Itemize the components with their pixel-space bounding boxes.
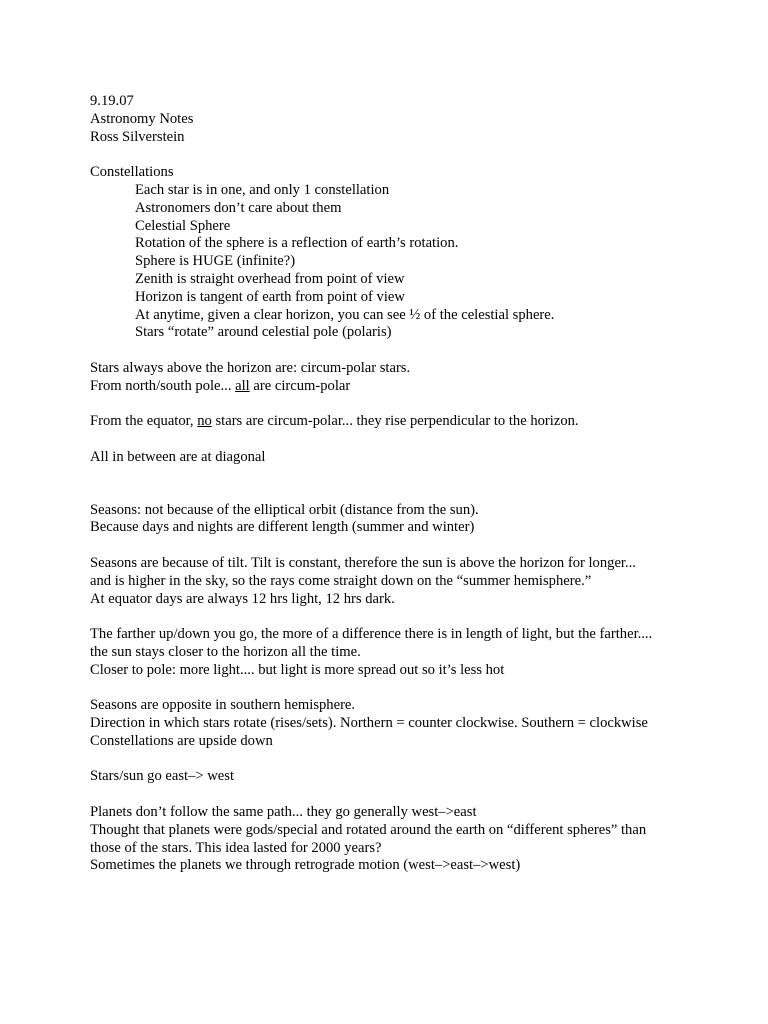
- seasons-line: Seasons are because of tilt. Tilt is constant, therefore the sun is above the horizon for longer...: [90, 554, 636, 571]
- circumpolar-pole-line: [90, 378, 730, 396]
- constellation-item: Astronomers don’t care about them: [135, 199, 342, 216]
- underlined-word: no: [197, 413, 212, 430]
- seasons-line: Closer to pole: more light.... but light is more spread out so it’s less hot: [90, 661, 505, 678]
- seasons-line: The farther up/down you go, the more of a difference there is in length of light, but the farther....: [90, 626, 653, 643]
- seasons-line: Seasons: not because of the elliptical orbit (distance from the sun).: [90, 501, 479, 518]
- circumpolar-line: Stars always above the horizon are: circum-polar stars.: [90, 359, 411, 376]
- seasons-line: and is higher in the sky, so the rays come straight down on the “summer hemisphere.”: [90, 572, 592, 589]
- note-author: Ross Silverstein: [90, 128, 185, 145]
- seasons-line: Constellations are upside down: [90, 732, 273, 749]
- constellation-item: At anytime, given a clear horizon, you can see ½ of the celestial sphere.: [135, 306, 555, 323]
- constellation-item: Horizon is tangent of earth from point of view: [135, 288, 405, 305]
- text-segment: From the equator,: [90, 413, 198, 430]
- seasons-line: Because days and nights are different length (summer and winter): [90, 519, 475, 536]
- note-title: Astronomy Notes: [90, 110, 194, 127]
- constellation-item: Zenith is straight overhead from point of view: [135, 270, 405, 287]
- constellation-item: Sphere is HUGE (infinite?): [135, 253, 296, 270]
- constellation-item: Celestial Sphere: [135, 217, 231, 234]
- constellation-item: Stars “rotate” around celestial pole (polaris): [135, 324, 392, 341]
- planets-line: Sometimes the planets we through retrograde motion (west–>east–>west): [90, 857, 521, 874]
- stars-motion-line: Stars/sun go east–> west: [90, 768, 235, 785]
- seasons-line: Seasons are opposite in southern hemisphere.: [90, 697, 356, 714]
- diagonal-line: All in between are at diagonal: [90, 448, 266, 465]
- underlined-word: all: [235, 377, 250, 394]
- text-segment: stars are circum-polar... they rise perpendicular to the horizon.: [211, 413, 579, 430]
- planets-line: Planets don’t follow the same path... they go generally west–>east: [90, 804, 477, 821]
- planets-line: Thought that planets were gods/special and rotated around the earth on “different spheres” than: [90, 821, 647, 838]
- planets-line: those of the stars. This idea lasted for 2000 years?: [90, 839, 382, 856]
- constellation-item: Rotation of the sphere is a reflection of earth’s rotation.: [135, 235, 459, 252]
- note-date: 9.19.07: [90, 93, 134, 109]
- text-segment: are circum-polar: [249, 377, 351, 394]
- section-heading-constellations: Constellations: [90, 164, 174, 181]
- equator-line: [90, 413, 730, 431]
- seasons-line: Direction in which stars rotate (rises/sets). Northern = counter clockwise. Southern = clockwise: [90, 715, 648, 732]
- seasons-line: At equator days are always 12 hrs light, 12 hrs dark.: [90, 590, 395, 607]
- seasons-line: the sun stays closer to the horizon all the time.: [90, 643, 361, 660]
- constellation-item: Each star is in one, and only 1 constellation: [135, 181, 390, 198]
- text-segment: From north/south pole...: [90, 377, 236, 394]
- document-page: [90, 93, 730, 875]
